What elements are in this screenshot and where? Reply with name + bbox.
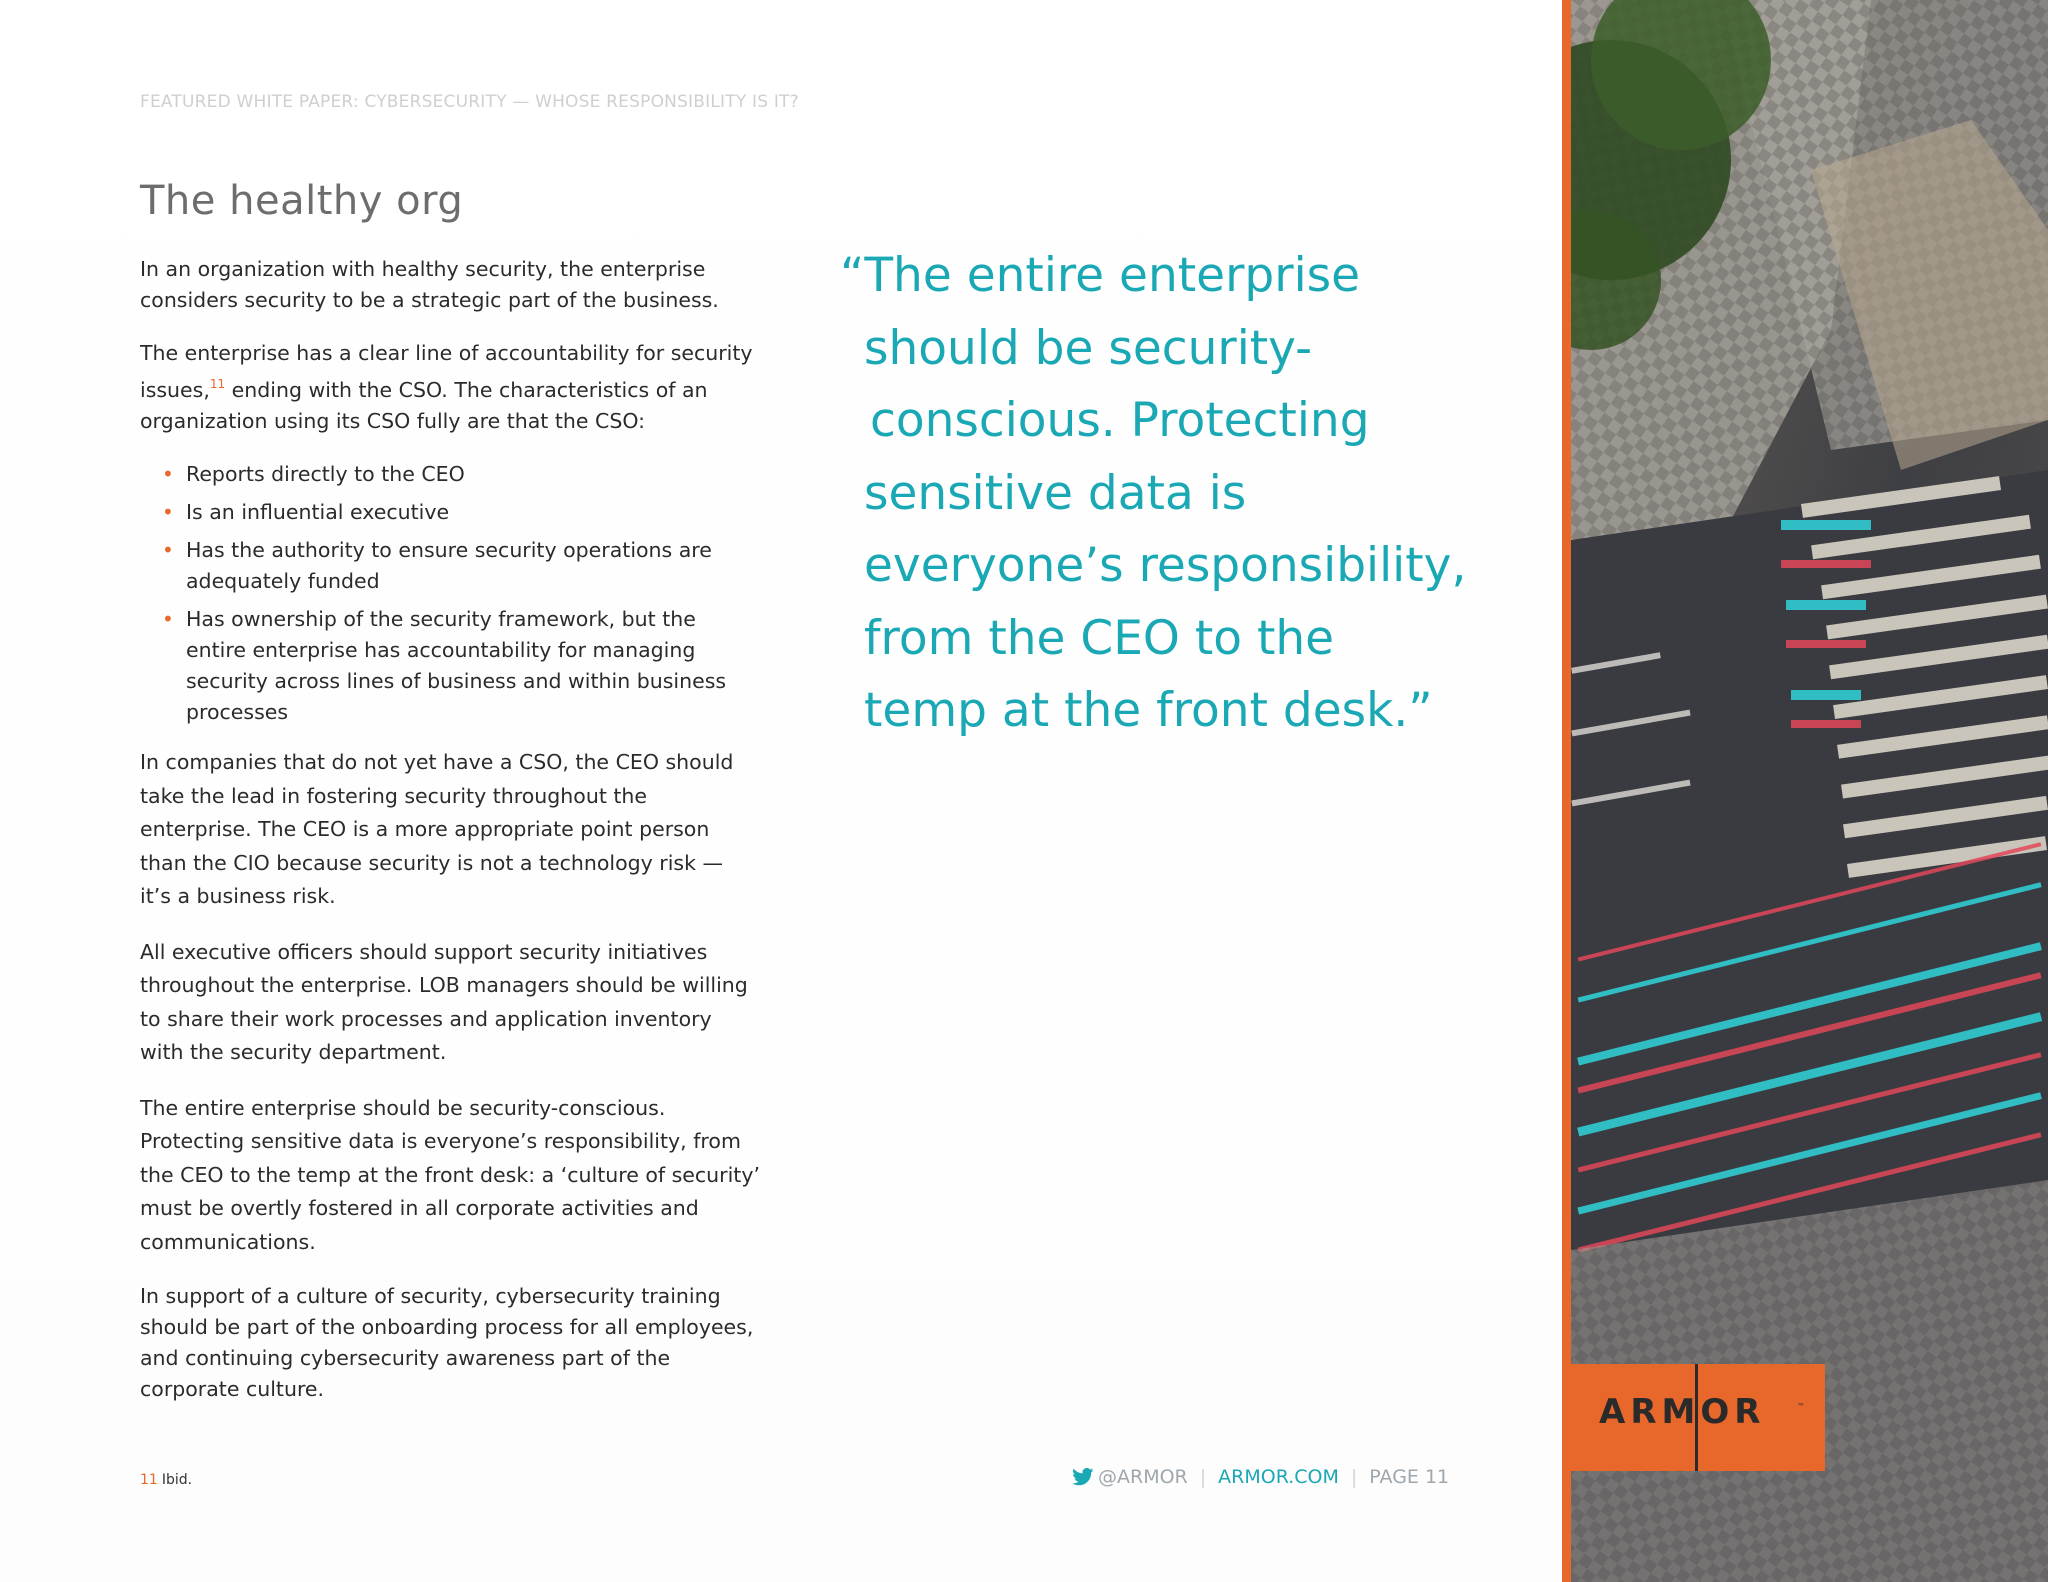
list-item: • Has the authority to ensure security operations are adequately funded	[140, 535, 760, 597]
pull-quote-line: “The entire enterprise	[840, 248, 1361, 303]
orange-divider-bar	[1562, 0, 1571, 1582]
logo-wordmark: ARMOR	[1599, 1392, 1766, 1432]
list-item: • Has ownership of the security framework, but the entire enterprise has accountability for managing security across lines of business and within business processes	[140, 604, 760, 728]
paragraph-4: All executive officers should support security initiatives throughout the enterprise. LOB managers should be willing to share their work processes and application inventory with the security department.	[140, 939, 748, 1064]
pull-quote-line: from the CEO to the	[864, 610, 1335, 666]
aerial-crosswalk-photo	[1571, 0, 2048, 1582]
website-link[interactable]: ARMOR.COM	[1218, 1466, 1339, 1488]
twitter-handle-link[interactable]: @ARMOR	[1098, 1466, 1188, 1488]
paragraph-6: In support of a culture of security, cybersecurity training should be part of the onboarding process for all employees, and continuing cybersecurity awareness part of the corporate culture.	[140, 1284, 754, 1401]
running-header: FEATURED WHITE PAPER: CYBERSECURITY — WHOSE RESPONSIBILITY IS IT?	[140, 92, 799, 112]
paragraph-3: In companies that do not yet have a CSO, the CEO should take the lead in fostering security throughout the enterprise. The CEO is a more appropriate point person than the CIO because security is not a technology risk — it’s a business risk.	[140, 750, 734, 908]
paragraph-5: The entire enterprise should be security-conscious. Protecting sensitive data is everyone’s responsibility, from the CEO to the temp at the front desk: a ‘culture of security’ must be overtly fostered in all corporate activities and communications.	[140, 1095, 760, 1254]
pull-quote	[840, 240, 1467, 748]
page-footer	[1072, 1466, 1449, 1488]
list-item: • Is an influential executive	[140, 497, 760, 528]
logo-trademark: ™	[1797, 1402, 1805, 1411]
paragraph-2	[140, 338, 760, 437]
list-item: • Reports directly to the CEO	[140, 459, 760, 490]
section-title: The healthy org	[140, 178, 464, 224]
footer-separator: |	[1199, 1466, 1207, 1488]
page-number: PAGE 11	[1369, 1466, 1450, 1488]
footnote-text: Ibid.	[161, 1472, 193, 1488]
armor-logo	[1571, 1364, 1825, 1471]
footnote	[140, 1472, 192, 1488]
pull-quote-line: should be security-	[864, 320, 1313, 376]
body-column	[140, 254, 760, 1427]
pull-quote-line: everyone’s responsibility,	[864, 538, 1467, 593]
paragraph-1: In an organization with healthy security, the enterprise considers security to be a strategic part of the business.	[140, 257, 719, 312]
pull-quote-line: conscious. Protecting	[870, 393, 1370, 448]
paragraph-2-text-b: ending with the CSO. The characteristics of an organization using its CSO fully are that the CSO:	[140, 378, 708, 433]
footer-separator: |	[1350, 1466, 1358, 1488]
twitter-bird-icon[interactable]	[1072, 1468, 1094, 1486]
pull-quote-line: sensitive data is	[864, 465, 1247, 521]
cso-characteristics-list	[140, 459, 760, 728]
paragraph-2-text-a: The enterprise has a clear line of accountability for security issues,	[140, 341, 753, 402]
footnote-reference[interactable]: 11	[209, 377, 226, 391]
pull-quote-line: temp at the front desk.”	[864, 683, 1433, 738]
footnote-number: 11	[140, 1472, 158, 1488]
